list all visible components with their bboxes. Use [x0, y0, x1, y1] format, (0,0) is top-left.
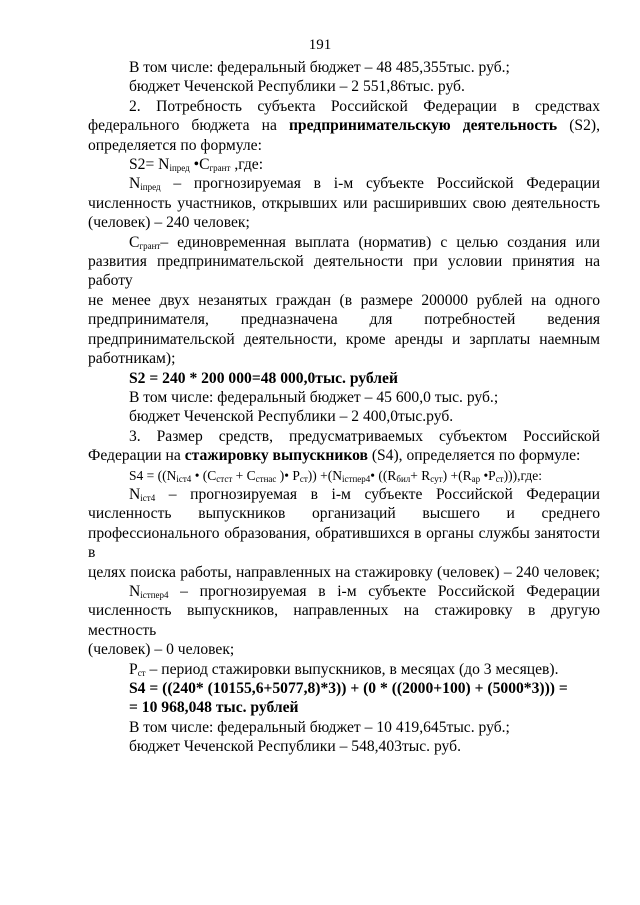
text-line: бюджет Чеченской Республики – 548,403тыс. руб. [129, 738, 461, 756]
result-line: = 10 968,048 тыс. рублей [129, 699, 299, 717]
text-line: целях поиска работы, направленных на стажировку (человек) – 240 человек; [88, 563, 600, 581]
text-line: численность участников, открывших или расширивших свою деятельность [88, 194, 600, 212]
text-line: $N_{iст4}$ – прогнозируемая в i-м субъекте Российской Федерации [129, 485, 600, 503]
text-line: $N_{iстпер4}$ – прогнозируемая в i-м субъекте Российской Федерации [129, 582, 600, 600]
text-line: В том числе: федеральный бюджет – 10 419,645тыс. руб.; [129, 718, 510, 736]
text-line: бюджет Чеченской Республики – 2 400,0тыс.руб. [129, 408, 454, 426]
formula-line: $S4 = ((N_{iст4}$ • ($С_{стст} + С_{стнас}$ )• $Р_{ст}$)) $+(N_{iстпер4}•$ ($(R_{бил}+ R_{сут}) +(R_{ар}$ $•Р_{ст}))),где$: [129, 467, 542, 484]
result-line: S2 = 240 * 200 000=48 000,0тыс. рублей [129, 369, 398, 387]
text-line: работникам); [88, 350, 176, 368]
text-line: В том числе: федеральный бюджет – 48 485,355тыс. руб.; [129, 59, 510, 76]
text-line: численность выпускников организаций высшего и среднего [88, 505, 600, 523]
text-line: В том числе: федеральный бюджет – 45 600,0 тыс. руб.; [129, 388, 499, 406]
text-line: федерального бюджета на предпринимательскую деятельность (S2), [88, 117, 600, 135]
text-line: предпринимателя, предназначена для потребностей ведения [88, 311, 600, 329]
page-number: 191 [308, 37, 332, 53]
bold-term: стажировку выпускников [184, 447, 368, 465]
bold-term: предпринимательскую деятельность [288, 117, 558, 135]
text-line: $С_{грант}-$ единовременная выплата (норматив) с целью создания или [129, 233, 600, 251]
text-line: 2. Потребность субъекта Российской Федерации в средствах [129, 97, 600, 115]
document-body [88, 58, 600, 757]
text-line: численность выпускников, направленных на стажировку в другую местность [88, 602, 600, 639]
text-line: Федерации на стажировку выпускников (S4), определяется по формуле: [88, 447, 581, 465]
text-line: предпринимательской деятельности, кроме аренды и зарплаты наемным [88, 330, 600, 348]
text-line: бюджет Чеченской Республики – 2 551,86тыс. руб. [129, 78, 465, 96]
text-line: развития предпринимательской деятельности при условии принятия на работу [88, 253, 600, 290]
text-line: (человек) – 0 человек; [88, 641, 235, 659]
formula-line: $S2= N_{iпред}$ $•С_{грант}$ ,где: [129, 156, 264, 174]
text-line: не менее двух незанятых граждан (в размере 200000 рублей на одного [88, 291, 600, 309]
text-line: 3. Размер средств, предусматриваемых субъектом Российской [129, 427, 600, 445]
text-line: профессионального образования, обратившихся в органы службы занятости в [88, 524, 600, 562]
text-line: (человек) – 240 человек; [88, 214, 250, 232]
text-line: определяется по формуле: [88, 136, 262, 154]
text-line: $N_{iпред}$ – прогнозируемая в i-м субъекте Российской Федерации [129, 175, 600, 193]
result-line: S4 = ((240* (10155,6+5077,8)*3)) + (0 * ((2000+100) + (5000*3))) = [129, 680, 568, 697]
text-line: $Р_{ст}$ – период стажировки выпускников, в месяцах (до 3 месяцев). [129, 660, 559, 678]
